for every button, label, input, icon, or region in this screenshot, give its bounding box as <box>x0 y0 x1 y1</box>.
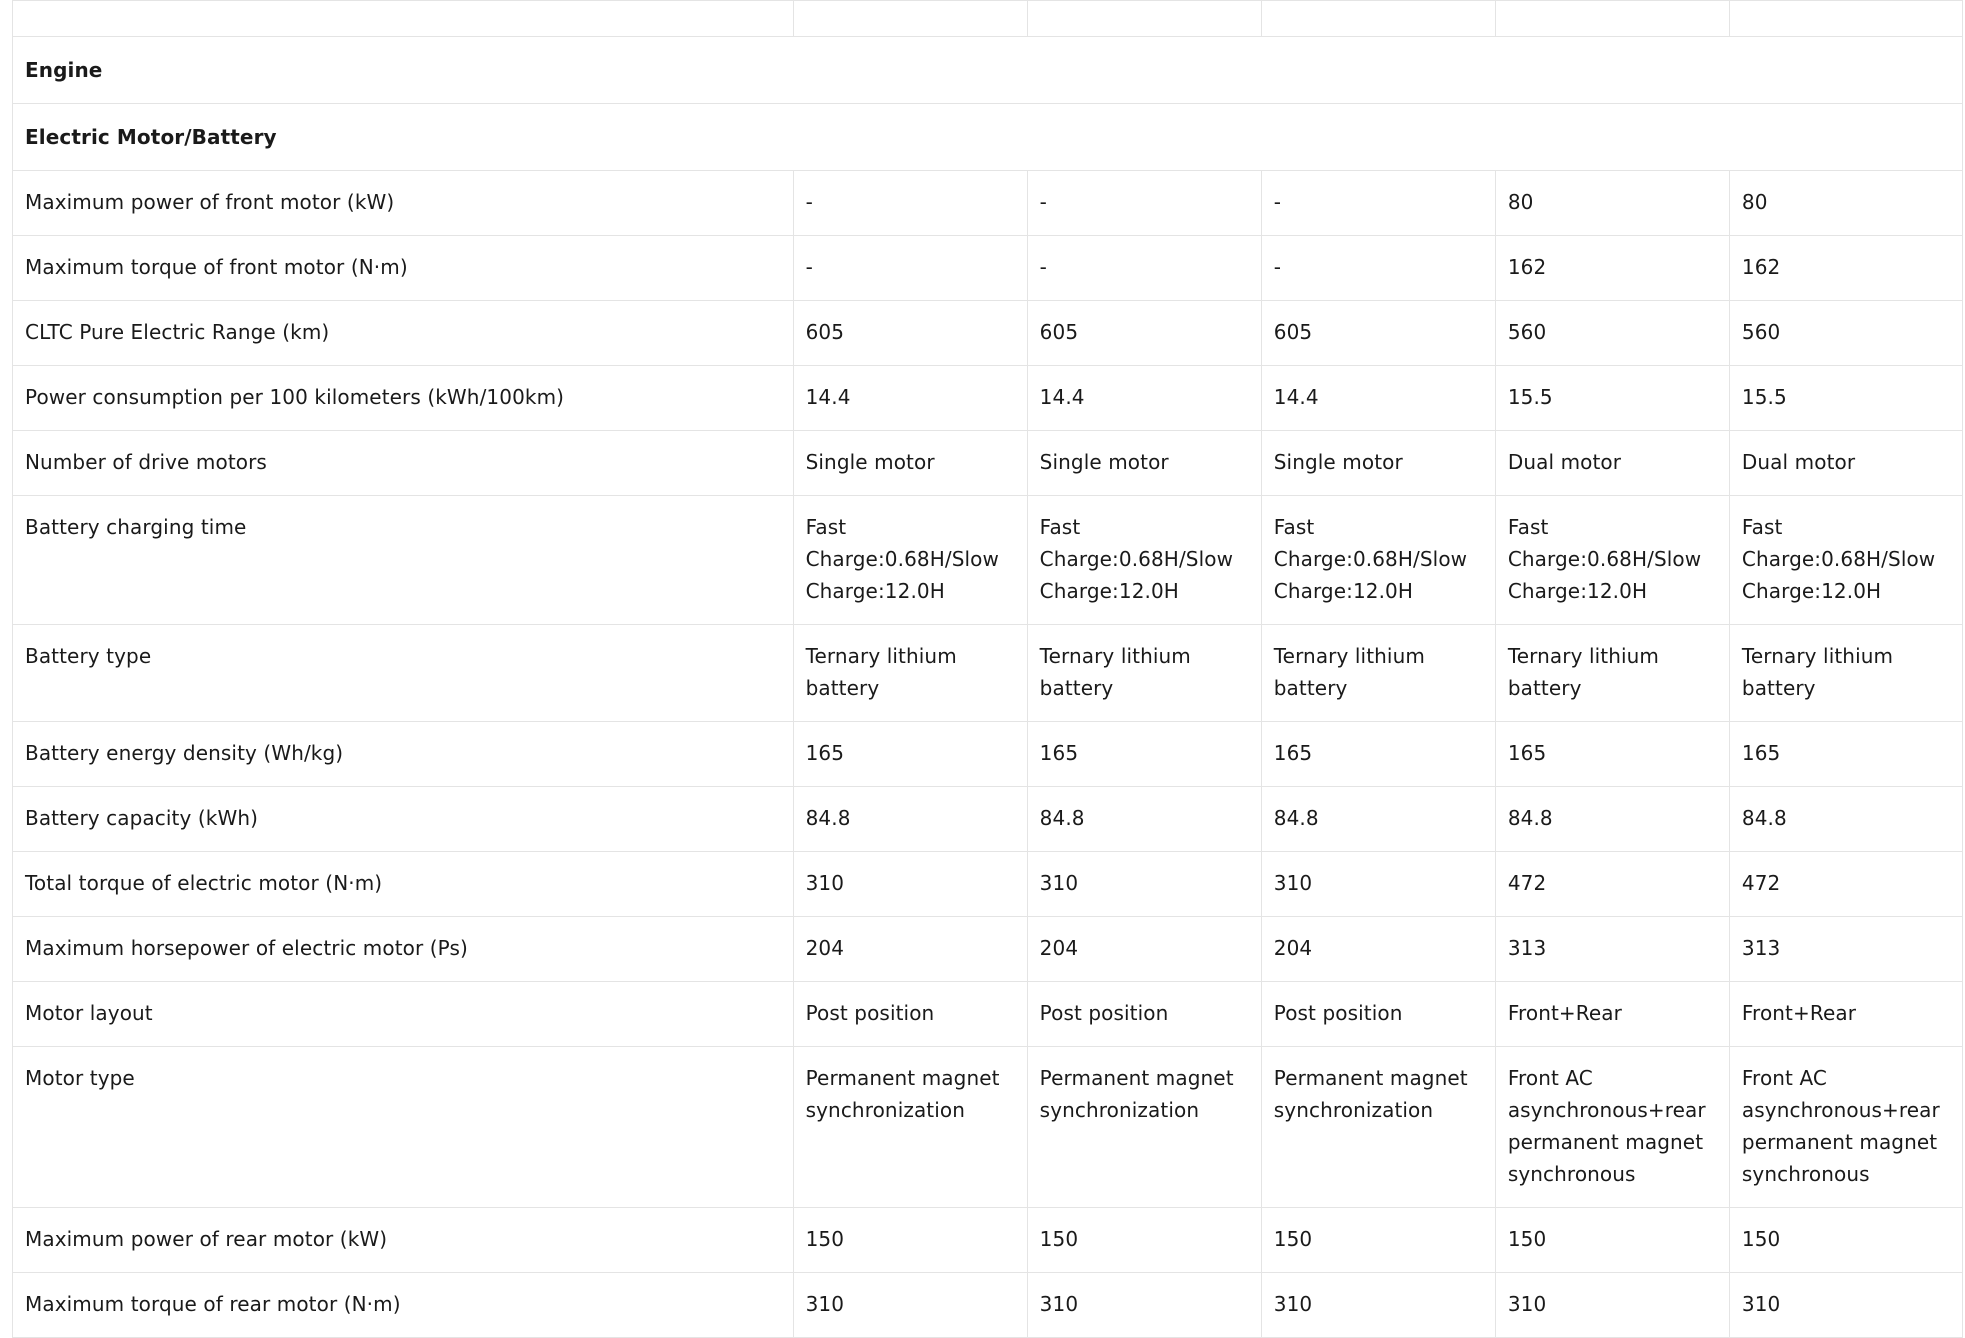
spec-value: Permanent magnet synchronization <box>793 1047 1027 1208</box>
spec-label: Motor type <box>13 1047 794 1208</box>
table-row <box>13 1208 1963 1273</box>
spec-value: 84.8 <box>793 787 1027 852</box>
spec-value: 310 <box>1261 852 1495 917</box>
spec-value: 560 <box>1495 301 1729 366</box>
spec-value: - <box>1261 236 1495 301</box>
spec-value: 605 <box>1027 301 1261 366</box>
spec-label: Number of drive motors <box>13 431 794 496</box>
spec-value: 560 <box>1729 301 1962 366</box>
spec-value: 310 <box>1729 1273 1962 1338</box>
spec-value: Ternary lithium battery <box>1729 625 1962 722</box>
top-edge-row <box>13 1 1963 37</box>
spec-value: Fast Charge:0.68H/Slow Charge:12.0H <box>793 496 1027 625</box>
table-row <box>13 722 1963 787</box>
spec-value: 14.4 <box>1027 366 1261 431</box>
spec-label: Battery charging time <box>13 496 794 625</box>
spec-value: 165 <box>793 722 1027 787</box>
spec-value: Fast Charge:0.68H/Slow Charge:12.0H <box>1261 496 1495 625</box>
spec-value: 84.8 <box>1027 787 1261 852</box>
section-title: Electric Motor/Battery <box>13 104 1963 171</box>
table-row <box>13 496 1963 625</box>
spec-value: Single motor <box>1027 431 1261 496</box>
spec-value: 150 <box>1261 1208 1495 1273</box>
spec-label: CLTC Pure Electric Range (km) <box>13 301 794 366</box>
spec-label: Battery capacity (kWh) <box>13 787 794 852</box>
table-row <box>13 236 1963 301</box>
spec-value: - <box>793 171 1027 236</box>
spec-value: 605 <box>1261 301 1495 366</box>
table-row <box>13 171 1963 236</box>
spec-value: Post position <box>793 982 1027 1047</box>
spec-value: 84.8 <box>1261 787 1495 852</box>
table-row <box>13 366 1963 431</box>
spec-value: 605 <box>793 301 1027 366</box>
spec-value: Post position <box>1261 982 1495 1047</box>
spec-value: 310 <box>1261 1273 1495 1338</box>
table-row <box>13 787 1963 852</box>
spec-table-container <box>12 0 1963 1338</box>
spec-value: Ternary lithium battery <box>1027 625 1261 722</box>
spec-label: Maximum power of front motor (kW) <box>13 171 794 236</box>
spec-value: 165 <box>1729 722 1962 787</box>
spec-value: 84.8 <box>1729 787 1962 852</box>
spec-label: Maximum power of rear motor (kW) <box>13 1208 794 1273</box>
spec-value: 310 <box>1495 1273 1729 1338</box>
spec-value: Ternary lithium battery <box>1261 625 1495 722</box>
spec-table <box>12 0 1963 1338</box>
spec-value: Fast Charge:0.68H/Slow Charge:12.0H <box>1495 496 1729 625</box>
spec-value: 80 <box>1729 171 1962 236</box>
spec-label: Maximum torque of front motor (N·m) <box>13 236 794 301</box>
section-title: Engine <box>13 37 1963 104</box>
spec-value: 204 <box>1261 917 1495 982</box>
spec-value: Ternary lithium battery <box>1495 625 1729 722</box>
spec-value: 165 <box>1027 722 1261 787</box>
spec-value: 310 <box>1027 1273 1261 1338</box>
spec-value: 150 <box>1729 1208 1962 1273</box>
table-row <box>13 852 1963 917</box>
spec-value: 14.4 <box>793 366 1027 431</box>
spec-value: Post position <box>1027 982 1261 1047</box>
section-header-electric-motor-battery <box>13 104 1963 171</box>
spec-label: Total torque of electric motor (N·m) <box>13 852 794 917</box>
spec-value: 84.8 <box>1495 787 1729 852</box>
spec-label: Battery energy density (Wh/kg) <box>13 722 794 787</box>
spec-value: 472 <box>1495 852 1729 917</box>
spec-value: - <box>1261 171 1495 236</box>
spec-value: 313 <box>1729 917 1962 982</box>
spec-value: Dual motor <box>1729 431 1962 496</box>
spec-value: 472 <box>1729 852 1962 917</box>
table-row <box>13 1047 1963 1208</box>
spec-label: Motor layout <box>13 982 794 1047</box>
spec-value: Dual motor <box>1495 431 1729 496</box>
spec-value: 165 <box>1261 722 1495 787</box>
spec-value: 150 <box>1027 1208 1261 1273</box>
spec-value: Permanent magnet synchronization <box>1261 1047 1495 1208</box>
section-header-engine <box>13 37 1963 104</box>
spec-value: 162 <box>1495 236 1729 301</box>
spec-value: 15.5 <box>1729 366 1962 431</box>
table-row <box>13 917 1963 982</box>
spec-label: Maximum horsepower of electric motor (Ps) <box>13 917 794 982</box>
spec-value: 150 <box>793 1208 1027 1273</box>
spec-value: 162 <box>1729 236 1962 301</box>
spec-value: Permanent magnet synchronization <box>1027 1047 1261 1208</box>
spec-value: Fast Charge:0.68H/Slow Charge:12.0H <box>1027 496 1261 625</box>
spec-value: 80 <box>1495 171 1729 236</box>
spec-value: Ternary lithium battery <box>793 625 1027 722</box>
spec-value: Single motor <box>1261 431 1495 496</box>
table-row <box>13 625 1963 722</box>
spec-value: Front AC asynchronous+rear permanent magnet synchronous <box>1729 1047 1962 1208</box>
spec-value: 165 <box>1495 722 1729 787</box>
spec-value: Front AC asynchronous+rear permanent magnet synchronous <box>1495 1047 1729 1208</box>
spec-label: Maximum torque of rear motor (N·m) <box>13 1273 794 1338</box>
spec-value: - <box>1027 171 1261 236</box>
spec-value: 313 <box>1495 917 1729 982</box>
table-row <box>13 982 1963 1047</box>
spec-value: Single motor <box>793 431 1027 496</box>
spec-value: 204 <box>793 917 1027 982</box>
spec-value: 14.4 <box>1261 366 1495 431</box>
spec-value: 310 <box>793 1273 1027 1338</box>
spec-value: 15.5 <box>1495 366 1729 431</box>
spec-value: 204 <box>1027 917 1261 982</box>
table-row <box>13 431 1963 496</box>
table-row <box>13 301 1963 366</box>
spec-value: 310 <box>793 852 1027 917</box>
spec-label: Battery type <box>13 625 794 722</box>
spec-value: - <box>793 236 1027 301</box>
spec-value: Front+Rear <box>1495 982 1729 1047</box>
spec-value: 310 <box>1027 852 1261 917</box>
spec-value: - <box>1027 236 1261 301</box>
spec-value: Fast Charge:0.68H/Slow Charge:12.0H <box>1729 496 1962 625</box>
spec-value: Front+Rear <box>1729 982 1962 1047</box>
spec-label: Power consumption per 100 kilometers (kWh/100km) <box>13 366 794 431</box>
spec-value: 150 <box>1495 1208 1729 1273</box>
table-row <box>13 1273 1963 1338</box>
